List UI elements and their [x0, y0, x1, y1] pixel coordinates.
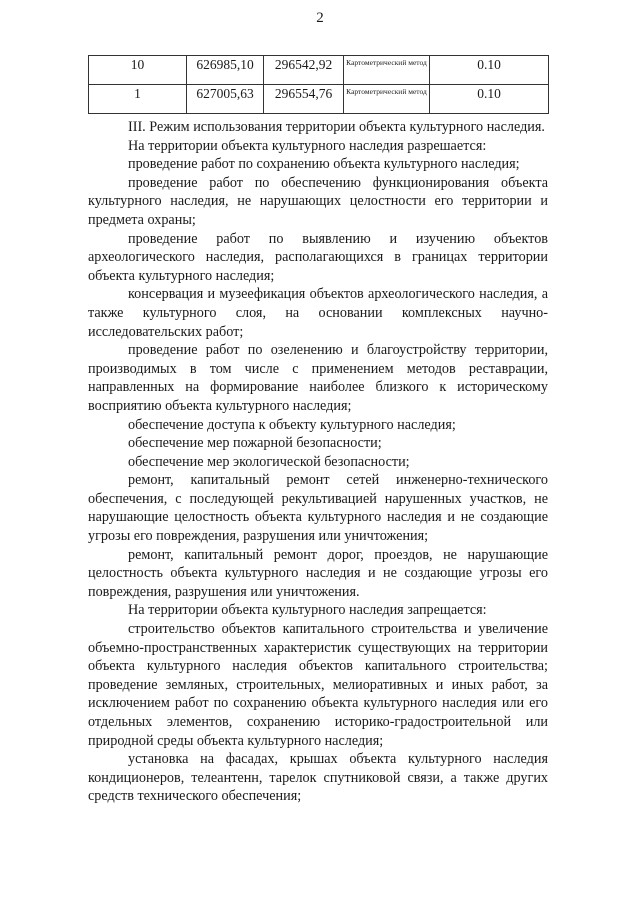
allowed-item: проведение работ по сохранению объекта культурного наследия; — [128, 156, 520, 173]
allowed-item: обеспечение доступа к объекту культурного наследия; — [128, 416, 456, 433]
table-row — [89, 85, 549, 114]
y-coordinate-cell: 296554,76 — [264, 85, 344, 114]
table-row — [89, 56, 549, 85]
allowed-item: ремонт, капитальный ремонт сетей инженерно-технического обеспечения, с последующей рекультивацией нарушенных участков, не нарушающие целостность объекта культурного наследия и не создающие угрозы его повреждения, разрушения или уничтожения; — [88, 472, 548, 545]
point-number-cell: 10 — [89, 56, 187, 85]
method-cell: Картометрический метод — [344, 85, 430, 114]
prohibited-item: строительство объектов капитального строительства и увеличение объемно-пространственных характеристик существующих на территории объекта культурного наследия объектов капитального строительства; проведение земляных, строительных, мелиоративных и иных работ, за исключением работ по сохранению объекта культурного наследия или его отдельных элементов, сохранению историко-градостроительной или природной среды объекта культурного наследия; — [88, 621, 548, 749]
accuracy-cell: 0.10 — [430, 85, 549, 114]
x-coordinate-cell: 627005,63 — [187, 85, 264, 114]
accuracy-cell: 0.10 — [430, 56, 549, 85]
x-coordinate-cell: 626985,10 — [187, 56, 264, 85]
y-coordinate-cell: 296542,92 — [264, 56, 344, 85]
allowed-item: обеспечение мер экологической безопасности; — [128, 453, 410, 470]
method-cell: Картометрический метод — [344, 56, 430, 85]
allowed-item: ремонт, капитальный ремонт дорог, проездов, не нарушающие целостность объекта культурного наследия и не создающие угрозы его повреждения, разрушения или уничтожения. — [88, 546, 548, 600]
document-body — [88, 118, 548, 806]
coordinates-table — [88, 55, 549, 114]
section-title: III. Режим использования территории объекта культурного наследия. — [128, 119, 545, 135]
prohibited-item: установка на фасадах, крышах объекта культурного наследия кондиционеров, телеантенн, тарелок спутниковой связи, а также других средств технического обеспечения; — [88, 751, 548, 805]
allowed-intro: На территории объекта культурного наследия разрешается: — [128, 137, 487, 154]
allowed-item: консервация и музеефикация объектов археологического наследия, а также культурного слоя, на основании комплексных научно-исследовательских работ; — [88, 286, 548, 340]
allowed-item: проведение работ по обеспечению функционирования объекта культурного наследия, не нарушающих целостности его территории и предмета охраны; — [88, 174, 548, 228]
allowed-item: проведение работ по озеленению и благоустройству территории, производимых в том числе с применением методов реставрации, направленных на формирование наиболее близкого к историческому восприятию объекта культурного наследия; — [88, 342, 548, 414]
allowed-item: обеспечение мер пожарной безопасности; — [128, 435, 382, 452]
page-number: 2 — [316, 10, 324, 26]
prohibited-intro: На территории объекта культурного наследия запрещается: — [128, 602, 487, 619]
point-number-cell: 1 — [89, 85, 187, 114]
allowed-item: проведение работ по выявлению и изучению объектов археологического наследия, располагающихся в границах территории объекта культурного наследия; — [88, 230, 548, 284]
